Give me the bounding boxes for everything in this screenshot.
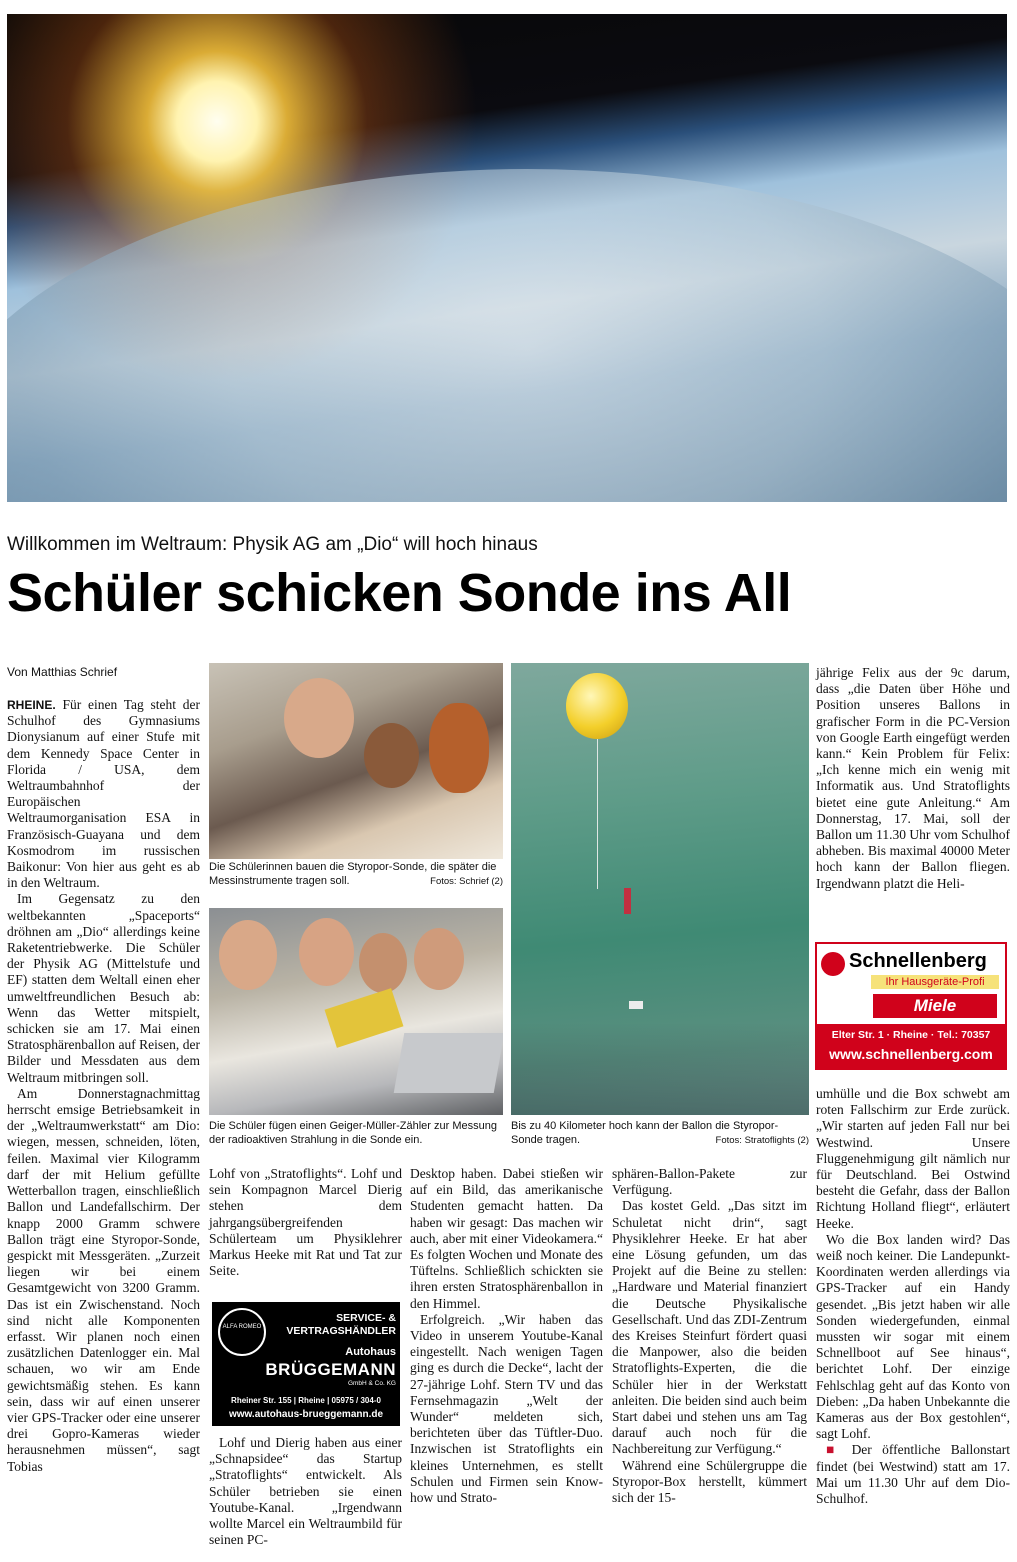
- earth-horizon: [7, 169, 1007, 502]
- balloon: [566, 673, 628, 739]
- ad-service-line2: VERTRAGSHÄNDLER: [286, 1325, 396, 1337]
- person-face: [299, 918, 354, 986]
- person-face: [364, 723, 419, 788]
- schnellenberg-logo-icon: [821, 952, 845, 976]
- person-face: [359, 933, 407, 993]
- photo1-caption: [209, 861, 503, 888]
- laptop: [394, 1033, 503, 1093]
- ad-footer: [817, 1024, 1005, 1068]
- probe-box: [629, 1001, 643, 1009]
- parachute: [624, 888, 631, 914]
- paragraph: Desktop haben. Dabei stießen wir auf ein Bild, das amerikanische Studenten gemacht hatten. Da haben wir gesagt: Das machen wir auch, aber mit einer Videokamera.“ Es folgten Wochen und Monate des Tüftelns. Schließlich schickten sie ihren ersten Stratosphärenballon in den Himmel.: [410, 1166, 603, 1311]
- ad-partner-brand: Miele: [873, 994, 997, 1018]
- ad-address: Rheiner Str. 155 | Rheine | 05975 / 304-0: [231, 1396, 381, 1405]
- paragraph: Im Gegensatz zu den weltbekannten „Spaceports“ dröhnen am „Dio“ allerdings keine Raketentriebwerke. Die Schüler der Physik AG (Mittelstufe und EF) statten dem Weltall einen eher umweltfreundlichen Besuch ab: Wenn das Wetter mitspielt, schicken sie am 17. Mai einen Stratosphärenballon auf Reisen, der Bilder und Messdaten aus dem Weltraum mitbringen soll.: [7, 891, 200, 1085]
- caption-text: Die Schülerinnen bauen die Styropor-Sonde, die später die Messinstrumente tragen soll.: [209, 861, 497, 887]
- photo-credit: Fotos: Schrief (2): [430, 875, 503, 887]
- photo-students-geiger-counter: [209, 908, 503, 1115]
- town-area: [511, 1023, 809, 1115]
- ad-autohaus-brueggemann[interactable]: [212, 1302, 400, 1426]
- alfa-romeo-logo: [218, 1308, 266, 1356]
- balloon-line: [597, 739, 598, 889]
- bullet-square-icon: ■: [826, 1442, 842, 1458]
- paragraph: Das kostet Geld. „Das sitzt im Schuletat nicht drin“, sagt Physiklehrer Heeke. Er hat aber eine Lösung gefunden, um das Projekt auf die Beine zu stellen: „Hardware und Material finanziert die Deutsche Physikalische Gesellschaft. Und das ZDI-Zentrum des Kreises Steinfurt fördert quasi die Manpower, also die beiden Stratoflights-Experten, die die Schüler hier in der Werkstatt anleiten. Die beiden sind auch beim Start dabei und stehen uns am Tag darauf auch noch für die Nachbereitung zur Verfügung.“: [612, 1198, 807, 1457]
- paragraph: Wo die Box landen wird? Das weiß noch keiner. Die Landepunkt-Koordinaten werden allerdings via GPS-Tracker auf ein Handy gesendet. „Bis jetzt haben wir alle Sonden wiedergefunden, einmal mussten wir sogar mit einem Schnellboot auf See hinaus“, berichtet Lohf. Der einzige Fehlschlag geht auf das Konto von Dieben: „Da haben Unbekannte die Kameras aus der Box gestohlen“, sagt Lohf.: [816, 1231, 1010, 1442]
- article-column-1: [7, 697, 200, 1475]
- article-byline: Von Matthias Schrief: [7, 665, 118, 679]
- dateline: RHEINE.: [7, 698, 56, 712]
- person-face: [219, 920, 277, 990]
- paragraph: Am Donnerstagnachmittag herrscht emsige Betriebsamkeit in der „Weltraumwerkstatt“ am Dio: wiegen, messen, schneiden, löten, feilen. Maximal vier Kilogramm darf der mit Helium gefüllte Wetterballon tragen, einschließlich Ballon und Landefallschirm. Der knapp 2000 Gramm schwere Ballon trägt eine Styropor-Sonde, gespickt mit Messgeräten. „Zurzeit liegen wir bei einem Gesamtgewicht von 3200 Gramm. Das ist ein Zwischenstand. Noch sind nicht alle Komponenten erfasst. Wir planen noch einen zusätzlichen Datenlogger ein. Mal schauen, wo wir am Ende gewichtsmäßig stehen. Es kann sein, dass wir auf einen unserer vier GPS-Tracker oder eine unserer drei Gopro-Kameras wieder herausnehmen müssen“, sagt Tobias: [7, 1085, 200, 1474]
- ad-schnellenberg[interactable]: [815, 942, 1007, 1070]
- paragraph: jährige Felix aus der 9c darum, dass „die Daten über Höhe und Position unseres Ballons in grafischer Form in die PC-Version von Google Earth eingefügt werden kann.“ Kein Problem für Felix: „Ich kenne mich ein wenig mit Informatik aus. Und Stratoflights bietet eine gute Anleitung.“ Am Donnerstag, 17. Mai, soll der Ballon um 11.30 Uhr vom Schulhof abheben. Bis maximal 40000 Meter hoch kann der Ballon fliegen. Irgendwann platzt die Heli-: [816, 665, 1010, 891]
- ad-company-suffix: GmbH & Co. KG: [347, 1380, 396, 1387]
- photo-balloon-over-landscape: [511, 663, 809, 1115]
- paragraph: sphären-Ballon-Pakete zur Verfügung.: [612, 1166, 807, 1198]
- article-column-2: [209, 1166, 402, 1279]
- ad-service-line1: SERVICE- &: [336, 1312, 396, 1324]
- article-headline: Schüler schicken Sonde ins All: [7, 563, 792, 623]
- article-column-4: [612, 1166, 807, 1506]
- article-column-3: [410, 1166, 603, 1506]
- ad-label: Autohaus: [345, 1346, 396, 1358]
- ad-address: Elter Str. 1 · Rheine · Tel.: 70357: [831, 1029, 991, 1041]
- hero-photo-earth-from-space: [7, 14, 1007, 502]
- person-face: [429, 703, 489, 793]
- paragraph: Für einen Tag steht der Schulhof des Gymnasiums Dionysianum auf einer Stufe mit dem Kennedy Space Center in Florida / USA, dem Weltraumbahnhof der Europäischen Weltraumorganisation ESA in Französisch-Guayana und dem Kosmodrom im russischen Baikonur: Von hier aus geht es ab in den Weltraum.: [7, 697, 201, 891]
- article-column-5: [816, 665, 1010, 892]
- photo-students-building-probe: [209, 663, 503, 859]
- person-face: [284, 678, 354, 758]
- circuit-board: [325, 988, 404, 1048]
- photo2-caption: Die Schüler fügen einen Geiger-Müller-Zähler zur Messung der radioaktiven Strahlung in die Sonde ein.: [209, 1120, 497, 1146]
- paragraph: Lohf von „Stratoflights“. Lohf und sein Kompagnon Marcel Dierig stehen dem jahrgangsübergreifenden Schülerteam um Physiklehrer Markus Heeke mit Rat und Tat zur Seite.: [209, 1166, 402, 1279]
- paragraph: Erfolgreich. „Wir haben das Video in unserem Youtube-Kanal eingestellt. Nach wenigen Tagen ging es durch die Decke“, lacht der 27-jährige Lohf. Stern TV und das Fernsehmagazin „Welt der Wunder“ meldeten sich, berichteten über das Tüftler-Duo. Inzwischen ist Stratoflights ein kleines Unternehmen, es stellt Schulen und Firmen sein Know-how und Strato-: [410, 1311, 603, 1506]
- paragraph: Während eine Schülergruppe die Styropor-Box herstellt, kümmert sich der 15-: [612, 1457, 807, 1506]
- person-face: [414, 928, 464, 990]
- event-info: Der öffentliche Ballonstart findet (bei Westwind) statt am 17. Mai um 11.30 Uhr auf dem Dio-Schulhof.: [816, 1442, 1011, 1507]
- paragraph: umhülle und die Box schwebt am roten Fallschirm zur Erde zurück. „Wir starten auf jeden Fall nur bei Westwind. Unsere Fluggenehmigung gilt nämlich nur für Deutschland. Bei Ostwind besteht die Gefahr, dass der Ballon Richtung Holland fliegt“, erläutert Heeke.: [816, 1086, 1010, 1231]
- paragraph: Lohf und Dierig haben aus einer „Schnapsidee“ das Startup „Stratoflights“ entwickelt. Als Schüler betrieben sie einen Youtube-Kanal. „Irgendwann wollte Marcel ein Weltraumbild für seinen PC-: [209, 1435, 402, 1548]
- article-column-2-continued: [209, 1435, 402, 1548]
- photo-credit: Fotos: Stratoflights (2): [715, 1134, 809, 1146]
- photo3-caption: [511, 1120, 809, 1147]
- caption-text: Bis zu 40 Kilometer hoch kann der Ballon die Styropor-Sonde tragen.: [511, 1120, 779, 1146]
- ad-company-name: BRÜGGEMANN: [265, 1360, 396, 1379]
- ad-tagline: Ihr Hausgeräte-Profi: [871, 975, 999, 989]
- ad-url-link[interactable]: www.autohaus-brueggemann.de: [228, 1409, 384, 1420]
- ad-brand-name: Schnellenberg: [849, 950, 987, 972]
- article-kicker: Willkommen im Weltraum: Physik AG am „Dio“ will hoch hinaus: [7, 534, 538, 555]
- ad-url-link[interactable]: www.schnellenberg.com: [829, 1046, 993, 1062]
- logo-text: ALFA ROMEO: [222, 1324, 262, 1330]
- article-column-5-continued: [816, 1086, 1010, 1507]
